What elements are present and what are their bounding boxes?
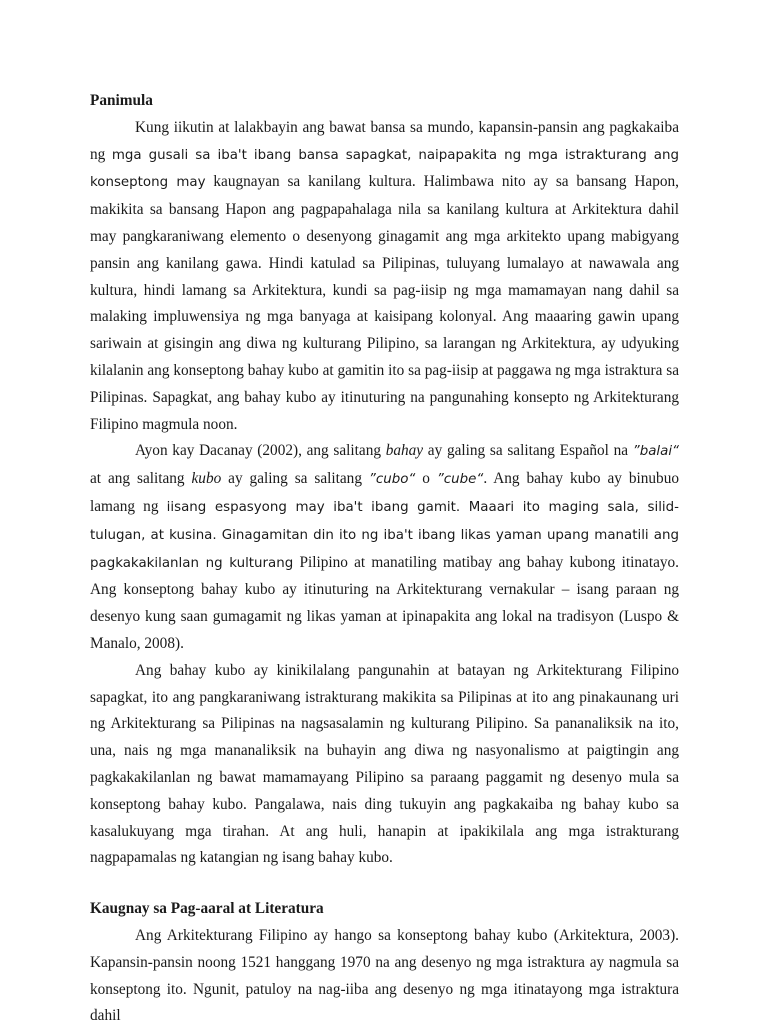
paragraph-2-text-b: ay galing sa salitang Español na (423, 442, 633, 460)
section-heading-panimula: Panimula (90, 92, 153, 109)
term-kubo: kubo (191, 470, 222, 488)
paragraph-2-text-h: Pilipino at manatiling matibay ang bahay kubong itinatayo. Ang konseptong bahay kubo ay itinuturing na Arkitekturang vernakular – isang paraan ng desenyo kung saan gumagamit ng likas yaman at ipinapakita ang lokal na tradisyon (Luspo & Manalo, 2008). (90, 553, 679, 652)
paragraph-1 (90, 115, 679, 439)
paragraph-1-text-a: Kung iikutin at lalakbayin ang bawat bansa sa mundo, kapansin-pansin ang pagkakaiba ng (90, 118, 679, 163)
paragraph-4: Ang Arkitekturang Filipino ay hango sa konseptong bahay kubo (Arkitektura, 2003). Kapansin-pansin noong 1521 hanggang 1970 na ang desenyo ng mga istraktura ay nagmula sa konseptong ito. Ngunit, patuloy na nag-iiba ang desenyo ng mga itinatayong mga istraktura dahil (90, 926, 679, 1025)
paragraph-3: Ang bahay kubo ay kinikilalang pangunahin at batayan ng Arkitekturang Filipino sapagkat, ito ang pangkaraniwang istrakturang makikita sa Pilipinas at ito ang pinakaunang uri ng Arkitekturang sa Pilipinas na nagsasalamin ng kulturang Pilipino. Sa pananaliksik na ito, una, nais ng mga mananaliksik na buhayin ang diwa ng nasyonalismo at paigtingin ang pagkakakilanlan ng bawat mamamayang Pilipino sa paraang paggamit ng desenyo mula sa konseptong bahay kubo. Pangalawa, nais ding tukuyin ang pagkakaiba ng bahay kubo sa kasalukuyang mga tirahan. At ang huli, hanapin at ipakikilala ang mga istrakturang nagpapamalas ng katangian ng isang bahay kubo. (90, 661, 679, 867)
paragraph-2-text-g: iisang espasyong may iba't ibang gamit. Maaari ito maging sala, silid-tulugan, at kusina. Ginagamitan din ito ng iba't ibang likas yaman upang manatili ang pagkakakilanlan ng kulturang (90, 499, 679, 571)
term-balai: ”balai“ (632, 444, 679, 460)
paragraph-2-text-f: . Ang bahay kubo ay binubuo lamang ng (90, 470, 679, 515)
paragraph-2-text-a: Ayon kay Dacanay (2002), ang salitang (135, 442, 386, 460)
term-bahay: bahay (385, 442, 424, 460)
document-body (90, 88, 679, 1030)
section-spacer (90, 872, 679, 896)
paragraph-2 (90, 438, 679, 657)
paragraph-2-text-d: ay galing sa salitang (221, 470, 369, 488)
paragraph-2-text-c: at ang salitang (90, 470, 192, 488)
section-heading-kaugnay: Kaugnay sa Pag-aaral at Literatura (90, 900, 324, 918)
term-cube: ”cube“ (436, 472, 484, 488)
term-cubo: ”cubo“ (368, 472, 416, 488)
paragraph-2-text-e: o (415, 470, 437, 488)
paragraph-1-text-c: kaugnayan sa kanilang kultura. Halimbawa nito ay sa bansang Hapon, makikita sa bansang Hapon ang pagpapahalaga nila sa kanilang kultura at Arkitektura dahil may pangkaraniwang elemento o desenyong ginagamit ang mga arkitekto upang mabigyang pansin ang kanilang gawa. Hindi katulad sa Pilipinas, tuluyang lumalayo at nawawala ang kultura, hindi lamang sa Arkitektura, kundi sa pag-iisip ng mga mamamayan nang dahil sa malaking impluwensiya ng mga banyaga at kaisipang kolonyal. Ang maaaring gawin upang sariwain at gisingin ang diwa ng kulturang Pilipino, sa larangan ng Arkitektura, ay udyuking kilalanin ang konseptong bahay kubo at gamitin ito sa pag-iisip at paggawa ng mga istraktura sa Pilipinas. Sapagkat, ang bahay kubo ay itinuturing na pangunahing konsepto ng Arkitekturang Filipino magmula noon. (90, 173, 679, 433)
paragraph-1-text-b: mga gusali sa iba't ibang bansa sapagkat, naipapakita ng mga istrakturang ang konseptong may (90, 147, 679, 191)
